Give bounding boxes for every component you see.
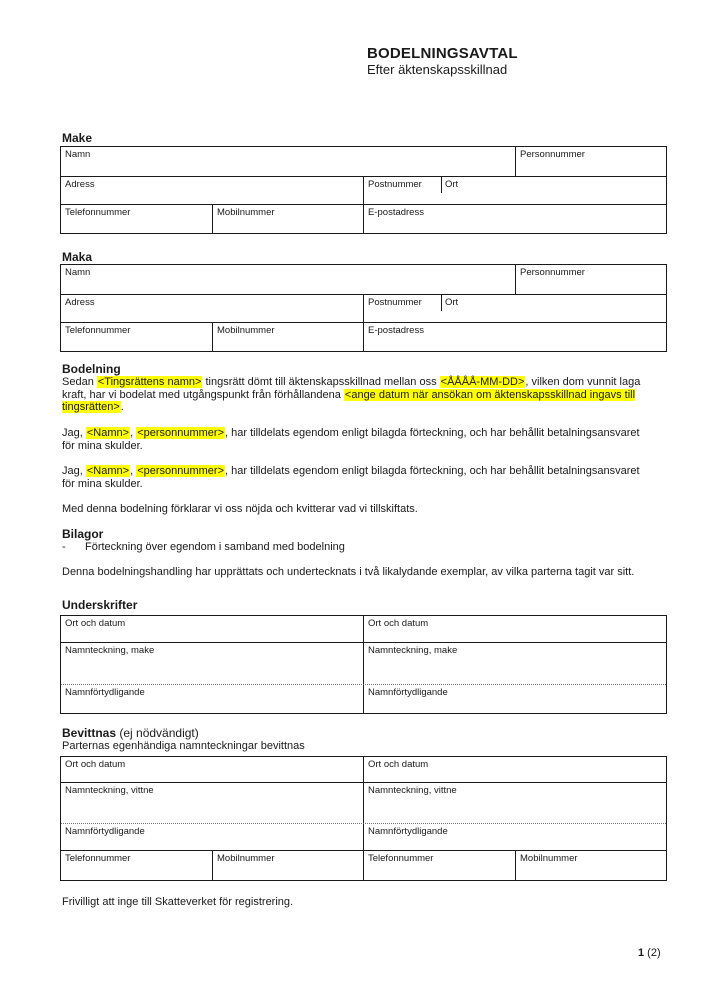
make-table-row-1 — [61, 147, 666, 177]
ort-datum-label: Ort och datum — [368, 618, 429, 629]
mobilnummer-field — [516, 851, 666, 880]
postnummer-field — [364, 295, 441, 322]
ort-datum-label: Ort och datum — [368, 759, 429, 770]
namnfortydligande-field — [61, 824, 364, 850]
bodelning-paragraph-4: Med denna bodelning förklarar vi oss nöjda och kvitterar vad vi tillskiftats. — [62, 503, 418, 515]
underskrifter-row-datum — [61, 616, 666, 643]
telefonnummer-field — [61, 323, 213, 351]
page-number-total: (2) — [644, 947, 661, 959]
epost-field — [364, 205, 666, 233]
maka-table — [60, 264, 667, 352]
placeholder-highlight: <ange datum när ansökan om äktenskapsskillnad ingavs till tingsrätten> — [62, 388, 636, 413]
bevittnas-heading-suffix: (ej nödvändigt) — [116, 726, 199, 740]
namnfortydligande-label: Namnförtydligande — [65, 826, 145, 837]
ort-datum-label: Ort och datum — [65, 618, 126, 629]
bodelning-paragraph-2 — [62, 427, 654, 452]
namnfortydligande-label: Namnförtydligande — [368, 826, 448, 837]
epost-label: E-postadress — [368, 207, 424, 218]
telefonnummer-label: Telefonnummer — [65, 853, 131, 864]
placeholder-highlight: <personnummer> — [137, 465, 225, 477]
maka-table-row-3 — [61, 323, 666, 351]
namnfortydligande-label: Namnförtydligande — [368, 687, 448, 698]
page-number-current: 1 — [638, 947, 645, 959]
adress-label: Adress — [65, 179, 95, 190]
make-table — [60, 146, 667, 234]
document-subtitle: Efter äktenskapsskillnad — [367, 62, 508, 77]
namnfortydligande-label: Namnförtydligande — [65, 687, 145, 698]
maka-table-row-2 — [61, 295, 666, 323]
telefonnummer-label: Telefonnummer — [65, 325, 131, 336]
personnummer-field — [516, 265, 666, 294]
skatteverket-note: Frivilligt att inge till Skatteverket för registrering. — [62, 896, 294, 908]
mobilnummer-label: Mobilnummer — [520, 853, 578, 864]
postnummer-label: Postnummer — [368, 179, 422, 190]
bilagor-list-item — [62, 541, 654, 554]
bevittnas-heading-bold: Bevittnas — [62, 726, 117, 740]
namnfortydligande-field — [364, 824, 666, 850]
document-title: BODELNINGSAVTAL — [367, 45, 518, 62]
telefonnummer-label: Telefonnummer — [368, 853, 434, 864]
adress-field — [61, 177, 364, 204]
telefonnummer-field — [61, 851, 213, 880]
telefonnummer-field — [364, 851, 516, 880]
mobilnummer-label: Mobilnummer — [217, 853, 275, 864]
namnteckning-vittne-field — [61, 783, 364, 823]
adress-field — [61, 295, 364, 322]
ort-datum-label: Ort och datum — [65, 759, 126, 770]
mobilnummer-field — [213, 851, 364, 880]
list-dash: - — [62, 541, 66, 553]
paragraph-text: . — [120, 401, 124, 413]
postnummer-label: Postnummer — [368, 297, 422, 308]
paragraph-text: Jag, — [62, 427, 86, 439]
placeholder-highlight: <Tingsrättens namn> — [97, 376, 202, 388]
bevittnas-row-telefon — [61, 851, 666, 880]
underskrifter-row-namnfortydligande — [61, 685, 666, 713]
make-table-row-2 — [61, 177, 666, 205]
ort-datum-field — [364, 616, 666, 642]
bodelning-paragraph-1 — [62, 376, 652, 414]
mobilnummer-label: Mobilnummer — [217, 325, 275, 336]
namn-label: Namn — [65, 149, 91, 160]
namn-field — [61, 265, 516, 294]
placeholder-highlight: <personnummer> — [137, 427, 225, 439]
paragraph-text: , har tilldelats egendom enligt bilagda förteckning, och har behållit betalningsansvaret för mina skulder. — [62, 465, 640, 490]
personnummer-label: Personnummer — [520, 149, 585, 160]
paragraph-text: , vilken dom vunnit laga kraft, har vi bodelat med utgångspunkt från förhållandena — [62, 376, 641, 401]
namnteckning-vittne-label: Namnteckning, vittne — [65, 785, 154, 796]
namn-field — [61, 147, 516, 176]
ort-field — [441, 295, 666, 322]
mobilnummer-field — [213, 205, 364, 233]
namnteckning-label: Namnteckning, make — [368, 645, 458, 656]
underskrifter-row-namnteckning — [61, 643, 666, 685]
ort-datum-field — [61, 757, 364, 782]
maka-section-heading: Maka — [62, 250, 93, 264]
bevittnas-row-namnfortydligande — [61, 824, 666, 851]
namnteckning-vittne-field — [364, 783, 666, 823]
make-table-row-3 — [61, 205, 666, 233]
paragraph-text: Jag, — [62, 465, 86, 477]
epost-label: E-postadress — [368, 325, 424, 336]
paragraph-text: , — [130, 465, 137, 477]
paragraph-text: Sedan — [62, 376, 97, 388]
placeholder-highlight: <Namn> — [86, 427, 130, 439]
namnteckning-field — [364, 643, 666, 684]
placeholder-highlight: <Namn> — [86, 465, 130, 477]
telefonnummer-field — [61, 205, 213, 233]
namn-label: Namn — [65, 267, 91, 278]
personnummer-field — [516, 147, 666, 176]
telefonnummer-label: Telefonnummer — [65, 207, 131, 218]
personnummer-label: Personnummer — [520, 267, 585, 278]
ort-datum-field — [61, 616, 364, 642]
bilagor-item-text: Förteckning över egendom i samband med bodelning — [85, 541, 345, 553]
underskrifter-table — [60, 615, 667, 714]
ort-label: Ort — [445, 297, 459, 308]
bodelning-paragraph-3 — [62, 465, 654, 490]
postnummer-field — [364, 177, 441, 204]
ort-field — [441, 177, 666, 204]
exemplar-paragraph: Denna bodelningshandling har upprättats och undertecknats i två likalydande exemplar, av vilka parterna tagit var sitt. — [62, 566, 635, 578]
paragraph-text: , — [130, 427, 137, 439]
namnteckning-field — [61, 643, 364, 684]
bevittnas-row-namnteckning — [61, 783, 666, 824]
page-number — [638, 947, 661, 959]
epost-field — [364, 323, 666, 351]
paragraph-text: , har tilldelats egendom enligt bilagda förteckning, och har behållit betalningsansvaret för mina skulder. — [62, 427, 640, 452]
bevittnas-subheading: Parternas egenhändiga namnteckningar bevittnas — [62, 740, 305, 752]
maka-table-row-1 — [61, 265, 666, 295]
placeholder-highlight: <ÅÅÅÅ-MM-DD> — [440, 376, 525, 388]
underskrifter-section-heading: Underskrifter — [62, 598, 138, 612]
bevittnas-section-heading — [62, 726, 199, 740]
bevittnas-table — [60, 756, 667, 881]
namnfortydligande-field — [61, 685, 364, 713]
ort-datum-field — [364, 757, 666, 782]
make-section-heading: Make — [62, 131, 93, 145]
ort-label: Ort — [445, 179, 459, 190]
bodelning-section-heading: Bodelning — [62, 362, 121, 376]
mobilnummer-label: Mobilnummer — [217, 207, 275, 218]
namnfortydligande-field — [364, 685, 666, 713]
bevittnas-row-datum — [61, 757, 666, 783]
mobilnummer-field — [213, 323, 364, 351]
bilagor-section-heading: Bilagor — [62, 527, 104, 541]
adress-label: Adress — [65, 297, 95, 308]
namnteckning-label: Namnteckning, make — [65, 645, 155, 656]
namnteckning-vittne-label: Namnteckning, vittne — [368, 785, 457, 796]
paragraph-text: tingsrätt dömt till äktenskapsskillnad mellan oss — [202, 376, 440, 388]
